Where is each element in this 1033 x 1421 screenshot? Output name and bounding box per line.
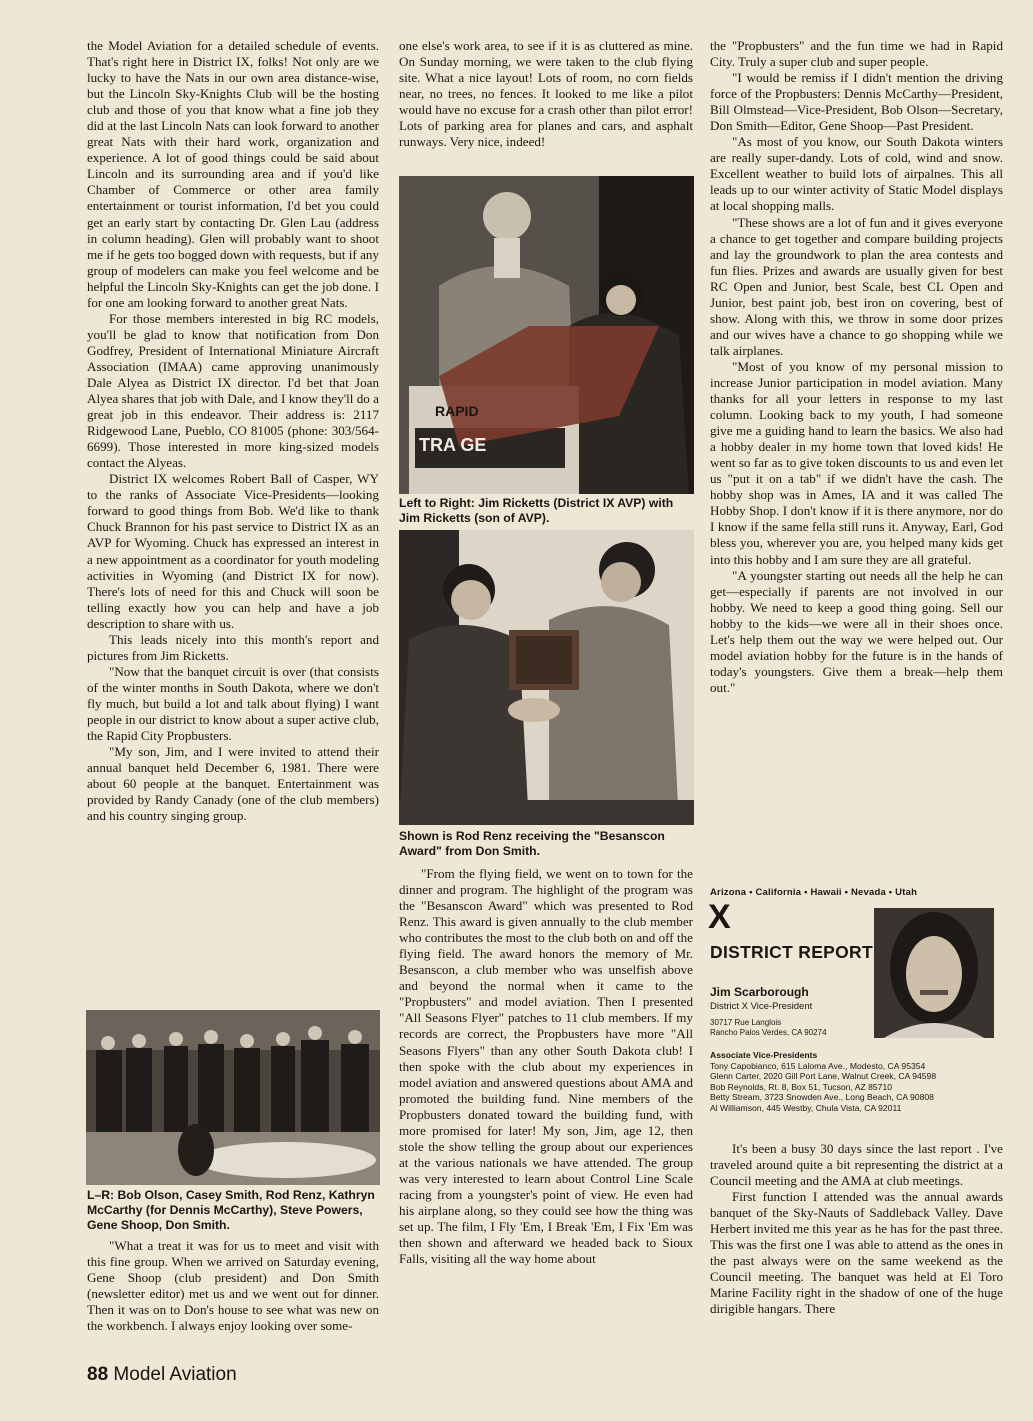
vice-president-address (710, 1018, 827, 1038)
column-1-continued (87, 1238, 379, 1334)
district-states: Arizona • California • Hawaii • Nevada • Utah (710, 887, 918, 898)
vice-president-name: Jim Scarborough (710, 985, 809, 999)
avp-entry: Al Williamson, 445 Westby, Chula Vista, CA 92011 (710, 1102, 902, 1113)
paragraph: "Now that the banquet circuit is over (that consists of the winter months in South Dakota, where we don't fly much, but build a lot and talk about flying) I want people in our district to know about a super active club, the Rapid City Propbusters. (87, 663, 379, 744)
paragraph: the Model Aviation for a detailed schedule of events. That's right here in District IX, folks! Not only are we lucky to have the Nats in our own area distance-wise, but the Lincoln Sky-Knights Club will be the hosting club and those of you that know what a fine job they did at the last Lincoln Nats can look forward to another great Nats with their hard work, organization and experience. A lot of good things could be said about Lincoln and its surrounding area and if you'd like Chamber of Commerce or other area family entertainment or tourist information, I'd bet you could get an early start by contacting Dr. Glen Lau (address in column heading). Glen will probably want to shoot me if he gets too bogged down with requests, but if any group of modelers can make you feel welcome and be helpful the Lincoln Sky-Knights can get the job done. I for one am looking forward to another great Nats. (87, 38, 379, 310)
associate-vps (710, 1050, 936, 1114)
avp-entry: Betty Stream, 3723 Snowden Ave., Long Beach, CA 90808 (710, 1092, 934, 1103)
ricketts-photo (399, 176, 694, 494)
paragraph: the "Propbusters" and the fun time we had in Rapid City. Truly a super club and super people. (710, 38, 1003, 70)
paragraph: "What a treat it was for us to meet and visit with this fine group. When we arrived on Saturday evening, Gene Shoop (club president) and Don Smith (newsletter editor) met us and we went out for dinner. Then it was on to Don's house to see what was new on the workbench. I always enjoy looking over some- (87, 1238, 379, 1334)
paragraph: "As most of you know, our South Dakota winters are really super-dandy. Lots of cold, wind and snow. Excellent weather to build lots of airpalnes. This all leads up to our winter activity of Static Model displays at local shopping malls. (710, 134, 1003, 214)
column-2-bottom-text (399, 866, 693, 1267)
paragraph: District IX welcomes Robert Ball of Casper, WY to the ranks of Associate Vice-Presidents—looking forward to good things from Bob. We'd like to thank Chuck Brannon for his past service to District IX as an AVP for Wyoming. Chuck has expressed an interest in a new appointment as a coordinator for youth modeling activities in Wyoming (and District IX for now). There's lots of need for this and Chuck will soon be telling exactly how you can help and have a job description to share with us. (87, 471, 379, 631)
vice-president-portrait (874, 908, 994, 1038)
paragraph: "These shows are a lot of fun and it gives everyone a chance to get together and compare building projects and lay the groundwork to plan the area contests and fun flies. Prizes and awards are usually given for best RC Open and Junior, best Scale, best CL Open and Junior, best paint job, best iron on covering, best of show. Along with this, we throw in some door prizes and our wives have a chance to go shopping while we talk airplanes. (710, 214, 1003, 358)
column-3-text (710, 38, 1003, 696)
paragraph: First function I attended was the annual awards banquet of the Sky-Nauts of Saddleback Valley. Dave Herbert invited me this year as he has for the past three. This was the first one I was able to attend as the ones in the past always were on the same weekend as the Council meeting. The banquet was held at El Toro Marine Facility right in the shadow of one of the huge dirigible hangars. There (710, 1189, 1003, 1317)
portrait-image (874, 908, 994, 1038)
award-photo (399, 530, 694, 825)
group-photo-caption: L–R: Bob Olson, Casey Smith, Rod Renz, Kathryn McCarthy (for Dennis McCarthy), Steve Powers, Gene Shoop, Don Smith. (87, 1188, 375, 1232)
avp-entry: Bob Reynolds, Rt. 8, Box 51, Tucson, AZ 85710 (710, 1081, 893, 1092)
page-number: 88 (87, 1364, 109, 1385)
vice-president-role: District X Vice-President (710, 1001, 813, 1012)
paragraph: For those members interested in big RC models, you'll be glad to know that notification from Don Godfrey, President of International Miniature Aircraft Association (IMAA) came approving unanimously Dale Alyea as District IX director. I'd bet that Joan Alyea shares that job with Dale, and I know they'll do a great job in this endeavor. Their address is: 2117 Ridgewood Lane, Pueblo, CO 81005 (phone: 303/564-6699). Those interested in more king-sized models contact the Alyeas. (87, 310, 379, 471)
paragraph: "My son, Jim, and I were invited to attend their annual banquet held December 6, 1981. There were about 60 people at the banquet. Entertainment was provided by Randy Canady (one of the club members) and his country singing group. (87, 744, 379, 824)
paragraph: "From the flying field, we went on to town for the dinner and program. The highlight of the program was the "Besanscon Award" which was presented to Rod Renz. This award is given annually to the club member who contributes the most to the club both on and off the flying field. The award honors the memory of Mr. Besanscon, a club member who was unselfish above and beyond the normal when it came to the "Propbusters" and model aviation. Then I presented "All Seasons Flyer" patches to 11 club members. If my records are correct, the Propbusters have more "All Seasons Flyers" than any other South Dakota club! I then spoke with the club about my experiences in model aviation and answered questions about AMA and promoted the building fund. Nine members of the Propbusters donated toward the building fund, with more promised for later! My son, Jim, age 12, then stole the show telling the group about our experiences at the various nationals we have attended. The group was very interested to learn about Control Line Scale racing from a youngster's point of view. He even had his airplane along, so they could see how the thing was set up. The film, I Fly 'Em, I Break 'Em, I Fix 'Em was then shown and afterward we headed back to Sioux Falls, visiting all the way home about (399, 866, 693, 1267)
sign-text-trave: TRA GE (419, 435, 487, 455)
paragraph: It's been a busy 30 days since the last report . I've traveled around quite a bit representing the district at a Council meeting and the AMA at club meetings. (710, 1141, 1003, 1189)
column-2-top-text (399, 38, 693, 150)
column-3-continued (710, 1141, 1003, 1318)
group-photo-image (86, 1010, 380, 1185)
sign-text-rapid: RAPID (435, 403, 479, 419)
avp-entry: Tony Capobianco, 615 Laloma Ave., Modesto, CA 95354 (710, 1060, 926, 1071)
award-photo-caption: Shown is Rod Renz receiving the "Besanscon Award" from Don Smith. (399, 829, 665, 858)
avp-entry: Glenn Carter, 2020 Gill Port Lane, Walnut Creek, CA 94598 (710, 1071, 937, 1082)
district-number: X (708, 898, 731, 936)
group-photo (86, 1010, 380, 1185)
magazine-name: Model Aviation (113, 1364, 237, 1385)
paragraph: This leads nicely into this month's report and pictures from Jim Ricketts. (87, 631, 379, 663)
ricketts-photo-image (399, 176, 694, 494)
paragraph: one else's work area, to see if it is as cluttered as mine. On Sunday morning, we were taken to the club flying site. What a nice layout! Lots of room, no corn fields near, no trees, no fences. It looked to me like a pilot would have no excuse for a crash other than pilot error! Lots of parking area for planes and cars, and asphalt runways. Very nice, indeed! (399, 38, 693, 150)
paragraph: "Most of you know of my personal mission to increase Junior participation in model aviation. Many thanks for all your letters in response to my last column. Looking back to my youth, I had someone give me a guiding hand to learn the basics. We also had a hobby dealer in my home town that loved kids! He went so far as to give token discounts to us and even let us "put it on a tab" if we didn't have the cash. The hobby shop was in Ames, IA and it was called The Hobby Shop. I don't know if it is there anymore, nor do I know if the same fella still runs it. Anyway, Earl, God bless you, wherever you are, you helped many kids get into this hobby and I am sure they are all grateful. (710, 358, 1003, 567)
paragraph: "I would be remiss if I didn't mention the driving force of the Propbusters: Dennis McCarthy—President, Bill Olmstead—Vice-President, Bob Olson—Secretary, Don Smith—Editor, Gene Shoop—Past President. (710, 70, 1003, 134)
address-line-2: Rancho Palos Verdes, CA 90274 (710, 1028, 827, 1037)
ricketts-photo-caption: Left to Right: Jim Ricketts (District IX AVP) with Jim Ricketts (son of AVP). (399, 496, 674, 525)
paragraph: "A youngster starting out needs all the help he can get—especially if parents are not involved in our hobby. We need to keep a good thing going. Sell our hobby to the kids—we were all in their shoes once. Let's help them out the way we were helped out. Our model aviation hobby for the future is in the hands of today's youngsters. Give them a break—help them out." (710, 567, 1003, 695)
page-footer (87, 1364, 237, 1386)
district-report-title: DISTRICT REPORT (710, 942, 873, 962)
column-1-text (87, 38, 379, 824)
avp-heading: Associate Vice-Presidents (710, 1050, 818, 1060)
address-line-1: 30717 Rue Langlois (710, 1018, 782, 1027)
award-photo-image (399, 530, 694, 825)
